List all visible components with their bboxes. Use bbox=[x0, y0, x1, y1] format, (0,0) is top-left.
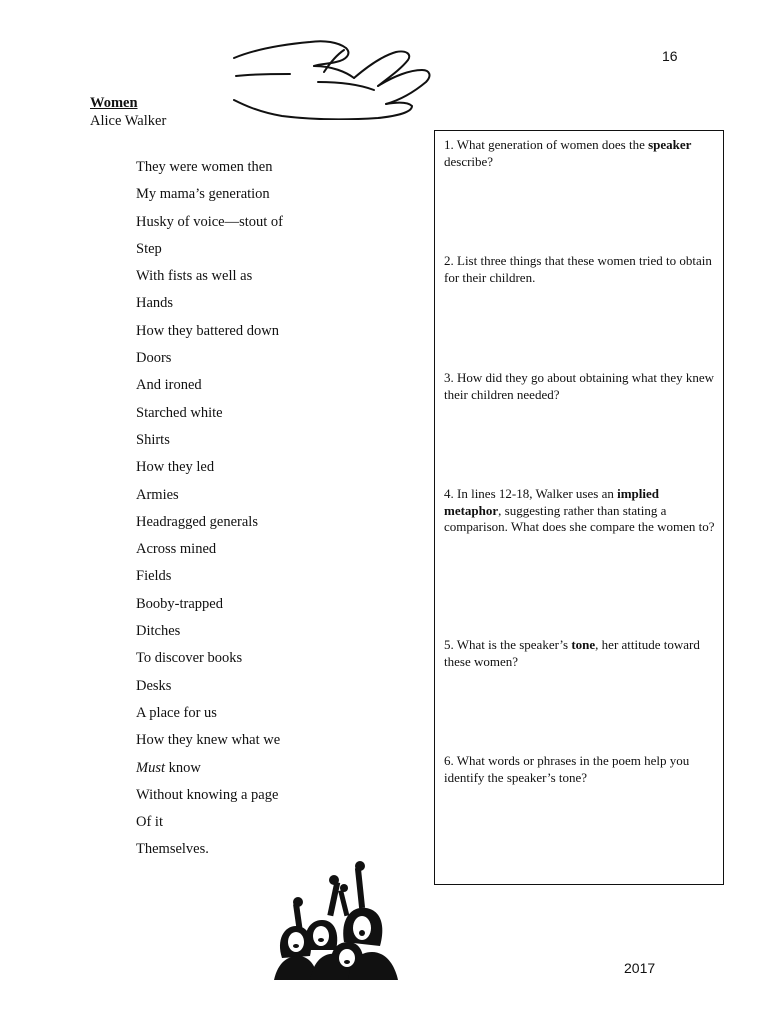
poem-line: How they led bbox=[136, 459, 215, 476]
poem-lines bbox=[136, 158, 283, 868]
poem-line: Husky of voice—stout of bbox=[136, 213, 283, 230]
poem-line: And ironed bbox=[136, 377, 202, 394]
questions-box bbox=[434, 130, 724, 885]
poem-line: Step bbox=[136, 240, 162, 257]
poem-line: They were women then bbox=[136, 159, 273, 175]
question-5: 5. What is the speaker’s tone, her attitude toward these women? bbox=[444, 637, 700, 669]
protesting-women-icon bbox=[274, 858, 398, 980]
year-footer: 2017 bbox=[624, 960, 656, 976]
poem-line: Starched white bbox=[136, 404, 223, 421]
poem-line: Hands bbox=[136, 295, 174, 312]
question-2: 2. List three things that these women tried to obtain for their children. bbox=[444, 253, 712, 285]
poem-line: How they knew what we bbox=[136, 732, 281, 749]
poem-line: Fields bbox=[136, 568, 172, 585]
poem-line: Headragged generals bbox=[136, 513, 258, 530]
poem-line: A place for us bbox=[136, 704, 217, 721]
page-number: 16 bbox=[662, 48, 678, 64]
poem-line: My mama’s generation bbox=[136, 186, 270, 203]
poem-line: Doors bbox=[136, 350, 172, 367]
question-1: 1. What generation of women does the speaker describe? bbox=[444, 137, 692, 169]
poem-line: Of it bbox=[136, 814, 163, 831]
question-3: 3. How did they go about obtaining what they knew their children needed? bbox=[444, 370, 715, 402]
poem-line: Armies bbox=[136, 486, 179, 503]
poem-line: Must know bbox=[136, 759, 201, 776]
poem-title: Women bbox=[90, 95, 138, 111]
question-4: 4. In lines 12-18, Walker uses an implied metaphor, suggesting rather than stating a comparison. What does she compare the women to? bbox=[444, 486, 715, 534]
poem-line: To discover books bbox=[136, 650, 243, 667]
poem-line: Desks bbox=[136, 677, 172, 694]
poem-line: Shirts bbox=[136, 431, 170, 448]
poem-line: Without knowing a page bbox=[136, 786, 279, 803]
poem-line: With fists as well as bbox=[136, 268, 253, 285]
poem-line: Across mined bbox=[136, 541, 217, 558]
question-6: 6. What words or phrases in the poem help you identify the speaker’s tone? bbox=[444, 753, 690, 785]
poem-line: Themselves. bbox=[136, 841, 209, 858]
poem-line: Booby-trapped bbox=[136, 595, 223, 612]
poem-author: Alice Walker bbox=[90, 113, 167, 129]
poem-line: Ditches bbox=[136, 623, 181, 640]
open-hand-icon bbox=[228, 30, 440, 120]
poem-line: How they battered down bbox=[136, 322, 279, 339]
